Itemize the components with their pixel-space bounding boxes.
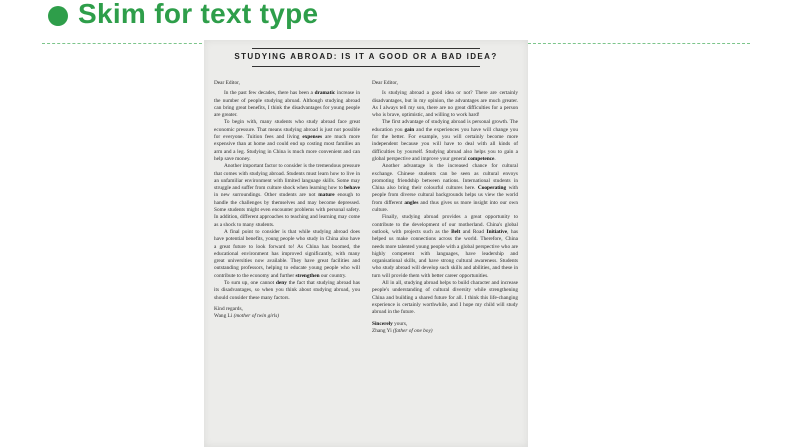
letter-paragraph: Is studying abroad a good idea or not? There are certainly disadvantages, but in my opinion, the advantages are much greater. As I always tell my son, there are no great difficulties for a person who is brave, optimistic, and willing to work hard! (372, 90, 518, 119)
bullet-dot-icon (48, 6, 68, 26)
title-rule-bottom (252, 66, 480, 67)
letter-left (214, 80, 360, 321)
divider-left (42, 43, 202, 44)
letter-signer: Zhang Yi (father of one boy) (372, 327, 433, 334)
letter-paragraph: To sum up, one cannot deny the fact that studying abroad has its disadvantages, so when you think about studying abroad, you should consider these many factors. (214, 280, 360, 301)
letter-right (372, 80, 518, 335)
divider-right (528, 43, 750, 44)
letter-paragraph: To begin with, many students who study abroad face great economic pressure. That means studying abroad is just not possible for everyone. Tuition fees and living expenses are much more expensive than at home and could end up costing most families an arm and a leg. Studying in China is much more convenient and can help save money. (214, 119, 360, 162)
slide-header (0, 0, 794, 44)
article-title: STUDYING ABROAD: IS IT A GOOD OR A BAD IDEA? (234, 52, 498, 61)
letter-paragraph: A final point to consider is that while studying abroad does have potential benefits, young people who study in China also have a great future to look forward to! As China has boomed, the educational environment has improved significantly, with many great universities now available. They have great facilities and outstanding professors, helping to educate young people who will contribute to the economy and further strengthen our country. (214, 228, 360, 279)
scanned-article (204, 40, 528, 447)
letter-closing: Kind regards, (214, 305, 243, 312)
letter-salutation: Dear Editor, (372, 80, 398, 86)
letter-paragraph: Another important factor to consider is the tremendous pressure that comes with studying abroad. Students must learn how to live in an unfamiliar environment with limited language skills. Some may struggle and suffer from culture shock when learning how to behave in new surroundings. Other students are not mature enough to handle the challenges by themselves and may become depressed. Some students might even encounter problems with personal safety. In addition, different approaches to teaching and learning may come as a shock to many students. (214, 163, 360, 228)
letter-signer: Wang Li (mother of twin girls) (214, 313, 280, 320)
letter-paragraph: Finally, studying abroad provides a great opportunity to contribute to the development of our motherland. China's global outlook, with projects such as the Belt and Road Initiative, has helped us make connections across the world. Therefore, China needs more talented young people with a global perspective who are highly competent with languages, have leadership and organisational skills, and have strong cultural awareness. Students who study abroad will develop such skills and abilities, and these in turn will provide them with better career opportunities. (372, 214, 518, 279)
letter-paragraph: All in all, studying abroad helps to build character and increase people's understanding of cultural diversity while strengthening China and building a shared future for all. I think this life-changing experience is certainly worthwhile, and I hope my child will study abroad in the future. (372, 280, 518, 316)
letter-closing: Sincerely yours, (372, 320, 408, 327)
letter-paragraph: The first advantage of studying abroad is personal growth. The education you gain and the experiences you have will change you for the better. For example, you will certainly become more independent because you will have to deal with all kinds of difficulties by yourself. Studying abroad also helps you to gain a global perspective and improve your general competence. (372, 119, 518, 162)
letter-salutation: Dear Editor, (214, 80, 240, 86)
slide-title: Skim for text type (78, 0, 319, 29)
title-rule-top (252, 48, 480, 49)
letter-paragraph: In the past few decades, there has been a dramatic increase in the number of people studying abroad. Although studying abroad can bring great benefits, I think the disadvantages for young people are greater. (214, 90, 361, 119)
letter-paragraph: Another advantage is the increased chance for cultural exchange. Chinese students can be seen as cultural envoys promoting friendship between nations. International students in China also bring their colourful cultures here. Cooperating with people from diverse cultural backgrounds helps us view the world from different angles and thus gives us more insight into our own culture. (372, 163, 518, 214)
